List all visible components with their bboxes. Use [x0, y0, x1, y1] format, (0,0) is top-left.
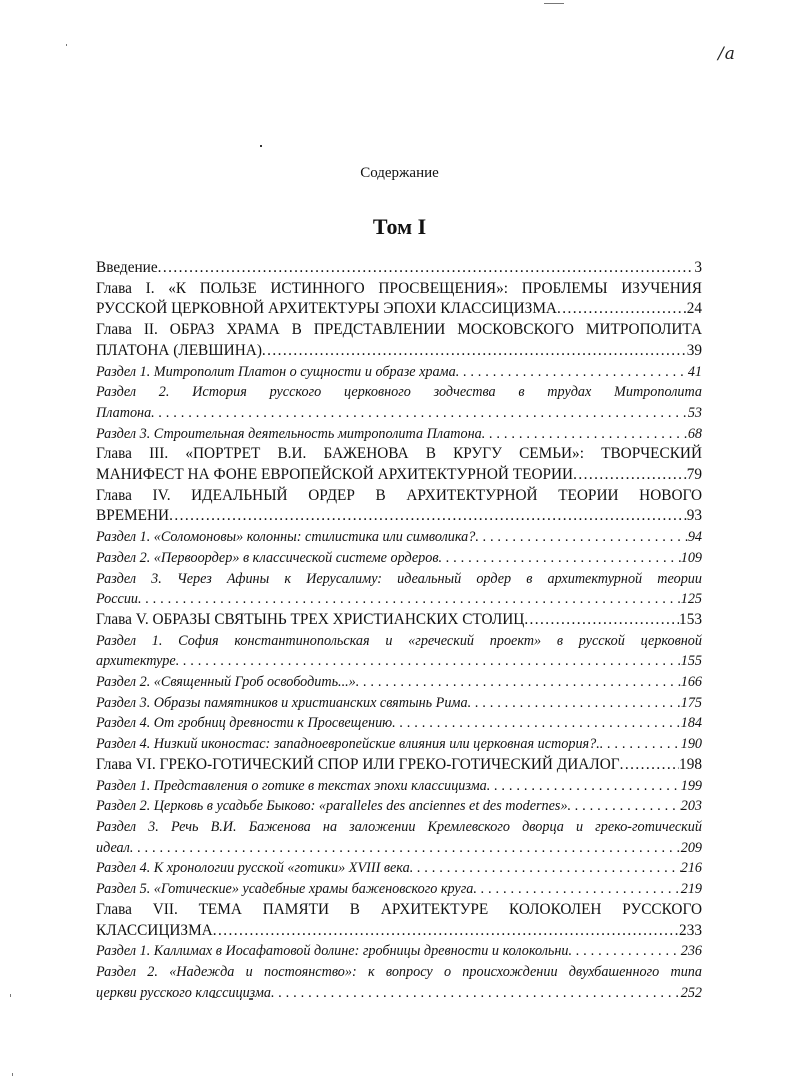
dot-leader: [620, 755, 679, 776]
toc-entry-title: идеал: [96, 839, 130, 856]
dot-leader: [468, 693, 681, 714]
dot-leader: [568, 796, 681, 817]
toc-entry-title: Раздел 4. Низкий иконостас: западноевропейские влияния или церковная история?.: [96, 736, 600, 753]
toc-entry-title-line: Раздел 2. «Надежда и постоянство»: к вопросу о происхождении двухбашенного типа: [96, 963, 702, 980]
dot-leader: [524, 610, 679, 631]
toc-entry-title: архитектуре: [96, 653, 176, 670]
toc-entry-title: Глава VI. ГРЕКО-ГОТИЧЕСКИЙ СПОР ИЛИ ГРЕКО-ГОТИЧЕСКИЙ ДИАЛОГ: [96, 755, 620, 773]
dot-leader: [557, 299, 687, 320]
dot-leader: [568, 941, 680, 962]
toc-entry-last-line: [96, 755, 702, 776]
dot-leader: [600, 734, 681, 755]
toc-section-entry: [96, 858, 702, 879]
scan-artifact-top-line: [544, 3, 564, 4]
dot-leader: [151, 403, 688, 424]
scan-artifact-dot: [12, 1073, 13, 1076]
toc-section-entry: [96, 362, 702, 383]
page-number: 199: [680, 777, 702, 794]
toc-chapter-entry: [96, 279, 702, 320]
toc-entry-last-line: [96, 424, 702, 445]
page-number: 166: [680, 674, 702, 691]
toc-entry-title: Раздел 4. От гробниц древности к Просвещению: [96, 715, 393, 732]
toc-entry-last-line: [96, 941, 702, 962]
dot-leader: [158, 258, 695, 279]
toc-section-entry: [96, 548, 702, 569]
page-number: 236: [680, 943, 702, 960]
dot-leader: [169, 506, 687, 527]
page-number: 41: [687, 363, 702, 380]
page-number: 93: [686, 507, 702, 525]
toc-chapter-entry: [96, 610, 702, 631]
page-number: 125: [680, 591, 702, 608]
toc-entry-last-line: [96, 776, 702, 797]
dot-leader: [573, 465, 687, 486]
toc-entry-title: России: [96, 591, 139, 608]
page-number: 203: [680, 798, 702, 815]
toc-section-entry: [96, 713, 702, 734]
page-number: 53: [687, 404, 702, 421]
toc-section-entry: [96, 569, 702, 610]
toc-entry-title: ПЛАТОНА (ЛЕВШИНА): [96, 341, 262, 359]
toc-section-entry: [96, 962, 702, 1003]
page-number: 79: [686, 466, 702, 484]
toc-entry-title: Раздел 2. Церковь в усадьбе Быково: «paralleles des anciennes et des modernes»: [96, 798, 568, 815]
page-number: 109: [680, 549, 702, 566]
page-number: 184: [680, 715, 702, 732]
page-number: 190: [680, 736, 702, 753]
toc-entry-last-line: [96, 548, 702, 569]
toc-entry-last-line: [96, 258, 702, 279]
table-of-contents: [96, 258, 702, 1003]
toc-section-entry: [96, 941, 702, 962]
toc-entry-last-line: [96, 879, 702, 900]
toc-section-entry: [96, 631, 702, 672]
toc-entry-title: РУССКОЙ ЦЕРКОВНОЙ АРХИТЕКТУРЫ ЭПОХИ КЛАССИЦИЗМА: [96, 300, 557, 318]
toc-entry-title: Раздел 3. Строительная деятельность митрополита Платона: [96, 425, 482, 442]
toc-entry-last-line: [96, 465, 702, 486]
toc-entry-last-line: [96, 362, 702, 383]
dot-leader: [130, 838, 681, 859]
dot-leader: [176, 651, 681, 672]
toc-entry-last-line: [96, 672, 702, 693]
toc-section-entry: [96, 796, 702, 817]
dot-leader: [262, 341, 687, 362]
page-number: 94: [687, 529, 702, 546]
toc-entry-title: Раздел 1. Митрополит Платон о сущности и образе храма: [96, 363, 456, 380]
toc-section-entry: [96, 879, 702, 900]
toc-entry-title: МАНИФЕСТ НА ФОНЕ ЕВРОПЕЙСКОЙ АРХИТЕКТУРНОЙ ТЕОРИИ: [96, 466, 574, 484]
dot-leader: [271, 983, 681, 1004]
toc-entry-title: Раздел 1. Каллимах в Иосафатовой долине: гробницы древности и колокольни: [96, 943, 569, 960]
dot-leader: [456, 362, 688, 383]
toc-entry-last-line: [96, 713, 702, 734]
toc-entry-last-line: [96, 693, 702, 714]
toc-section-entry: [96, 693, 702, 714]
toc-chapter-entry: [96, 900, 702, 941]
dot-leader: [410, 858, 681, 879]
toc-entry-last-line: [96, 610, 702, 631]
dot-leader: [392, 713, 681, 734]
toc-entry-title-line: Раздел 1. София константинопольская и «греческий проект» в русской церковной: [96, 632, 702, 649]
handwritten-page-mark: /a: [718, 44, 736, 64]
toc-entry-title-line: Раздел 3. Через Афины к Иерусалиму: идеальный ордер в архитектурной теории: [96, 570, 702, 587]
dot-leader: [482, 424, 688, 445]
dot-leader: [356, 672, 681, 693]
page-number: 155: [680, 653, 702, 670]
dot-leader: [487, 776, 681, 797]
toc-entry-title-line: Глава IV. ИДЕАЛЬНЫЙ ОРДЕР В АРХИТЕКТУРНОЙ ТЕОРИИ НОВОГО: [96, 486, 702, 504]
volume-title: Том I: [372, 214, 427, 239]
toc-entry-last-line: [96, 651, 702, 672]
page-number: 153: [679, 610, 702, 628]
toc-section-entry: [96, 382, 702, 423]
page-number: 68: [687, 425, 702, 442]
toc-chapter-entry: [96, 320, 702, 361]
toc-entry-title-line: Раздел 3. Речь В.И. Баженова на заложении Кремлевского дворца и греко-готический: [96, 818, 702, 835]
dot-leader: [475, 527, 687, 548]
page-number: 3: [694, 259, 702, 276]
toc-section-entry: [96, 734, 702, 755]
page-number: 252: [680, 984, 702, 1001]
toc-entry-last-line: [96, 403, 702, 424]
toc-entry-title: Раздел 1. Представления о готике в текстах эпохи классицизма: [96, 777, 487, 794]
toc-entry-title: церкви русского классицизма: [96, 984, 272, 1001]
page-number: 216: [680, 860, 702, 877]
toc-entry-title-line: Глава III. «ПОРТРЕТ В.И. БАЖЕНОВА В КРУГУ СЕМЬИ»: ТВОРЧЕСКИЙ: [96, 445, 702, 463]
toc-entry-title: Раздел 3. Образы памятников и христианских святынь Рима: [96, 694, 468, 711]
scan-artifact-dot: [66, 44, 67, 46]
toc-chapter-entry: [96, 258, 702, 279]
dot-leader: [213, 921, 679, 942]
page-number: 209: [680, 839, 702, 856]
toc-entry-title: ВРЕМЕНИ: [96, 507, 170, 525]
toc-chapter-entry: [96, 755, 702, 776]
toc-entry-last-line: [96, 983, 702, 1004]
dot-leader: [138, 589, 681, 610]
dot-leader: [439, 548, 681, 569]
toc-section-entry: [96, 424, 702, 445]
toc-entry-title: Раздел 2. «Первоордер» в классической системе ордеров: [96, 549, 439, 566]
toc-entry-last-line: [96, 299, 702, 320]
toc-section-entry: [96, 527, 702, 548]
page-number: 233: [679, 921, 702, 939]
toc-entry-title: Раздел 5. «Готические» усадебные храмы баженовского круга: [96, 881, 474, 898]
toc-chapter-entry: [96, 486, 702, 527]
page-number: 39: [686, 341, 702, 359]
toc-entry-last-line: [96, 796, 702, 817]
toc-entry-last-line: [96, 527, 702, 548]
toc-entry-last-line: [96, 838, 702, 859]
toc-section-entry: [96, 817, 702, 858]
scan-artifact-dot: [10, 994, 11, 997]
toc-entry-title-line: Глава II. ОБРАЗ ХРАМА В ПРЕДСТАВЛЕНИИ МОСКОВСКОГО МИТРОПОЛИТА: [96, 321, 702, 339]
toc-entry-title-line: Глава I. «К ПОЛЬЗЕ ИСТИННОГО ПРОСВЕЩЕНИЯ»: ПРОБЛЕМЫ ИЗУЧЕНИЯ: [96, 279, 702, 297]
toc-entry-last-line: [96, 506, 702, 527]
toc-entry-title: Раздел 1. «Соломоновы» колонны: стилистика или символика?: [96, 529, 476, 546]
toc-chapter-entry: [96, 444, 702, 485]
toc-entry-title: Платона: [96, 404, 152, 421]
toc-entry-title: Раздел 4. К хронологии русской «готики» XVIII века: [96, 860, 410, 877]
scan-artifact-dot: [260, 145, 262, 147]
toc-entry-last-line: [96, 341, 702, 362]
contents-heading: Содержание: [360, 165, 439, 181]
toc-section-entry: [96, 672, 702, 693]
toc-entry-title-line: Глава VII. ТЕМА ПАМЯТИ В АРХИТЕКТУРЕ КОЛОКОЛЕН РУССКОГО: [96, 900, 702, 918]
toc-entry-last-line: [96, 921, 702, 942]
toc-entry-last-line: [96, 734, 702, 755]
page-number: 219: [680, 881, 702, 898]
page-number: 24: [686, 300, 702, 318]
toc-entry-last-line: [96, 858, 702, 879]
page-number: 175: [680, 694, 702, 711]
toc-entry-title: Глава V. ОБРАЗЫ СВЯТЫНЬ ТРЕХ ХРИСТИАНСКИХ СТОЛИЦ: [96, 610, 525, 628]
toc-entry-title: КЛАССИЦИЗМА: [96, 921, 213, 939]
dot-leader: [473, 879, 680, 900]
page-number: 198: [679, 755, 702, 773]
toc-entry-title-line: Раздел 2. История русского церковного зодчества в трудах Митрополита: [96, 384, 702, 401]
toc-entry-title: Введение: [96, 259, 158, 276]
toc-section-entry: [96, 776, 702, 797]
toc-entry-title: Раздел 2. «Священный Гроб освободить...»: [96, 674, 356, 691]
toc-entry-last-line: [96, 589, 702, 610]
